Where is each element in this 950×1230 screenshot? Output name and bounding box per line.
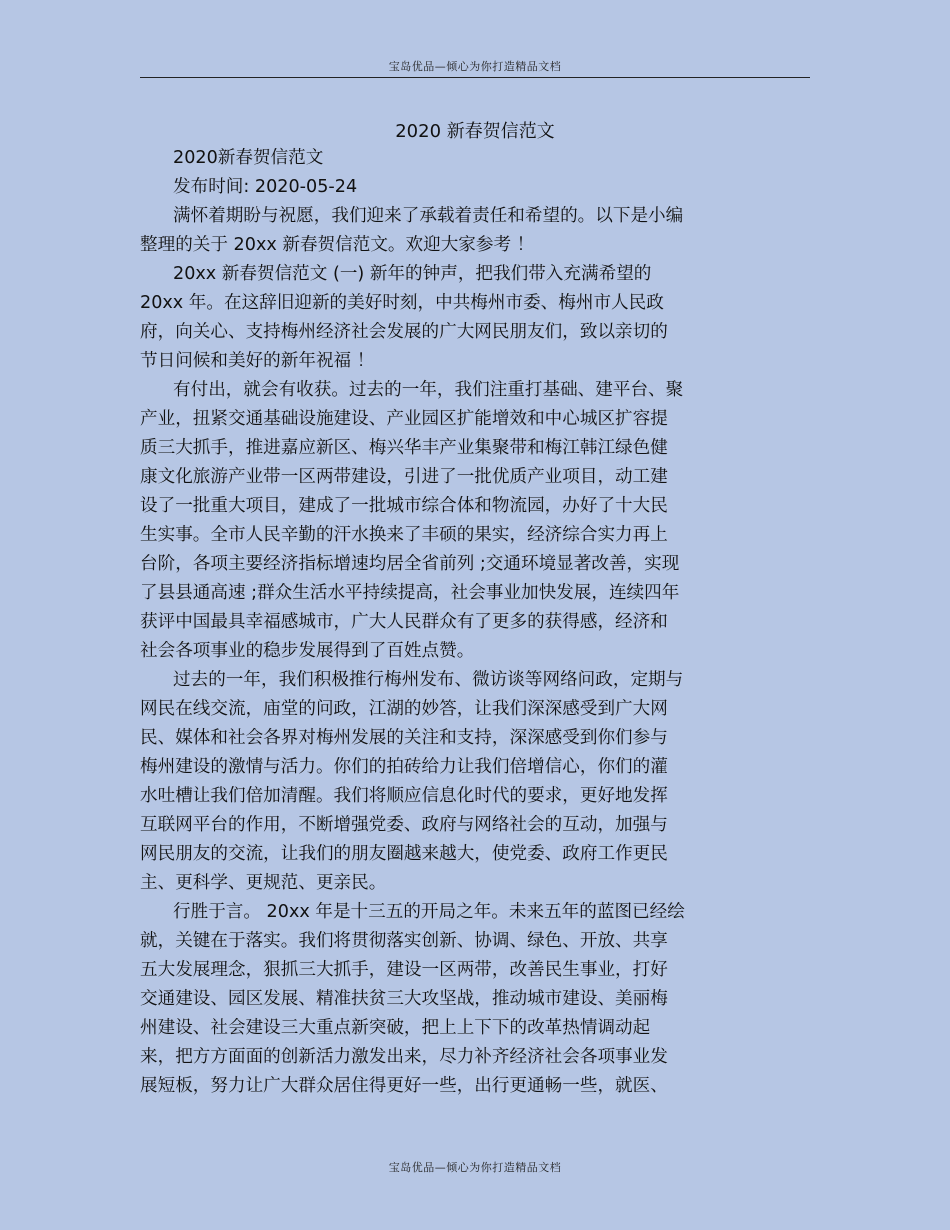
text-line: 行胜于言。 20xx 年是十三五的开局之年。未来五年的蓝图已经绘 (173, 902, 685, 922)
text-line: 设了一批重大项目，建成了一批城市综合体和物流园，办好了十大民 (140, 496, 668, 516)
text-line: 节日问候和美好的新年祝福 ！ (140, 351, 375, 371)
document-body (140, 144, 765, 1101)
page-footer: 宝岛优品—倾心为你打造精品文档 (388, 1161, 562, 1174)
text-line: 主、更科学、更规范、更亲民。 (140, 873, 387, 893)
page-header: 宝岛优品—倾心为你打造精品文档 (388, 60, 562, 73)
text-line: 满怀着期盼与祝愿，我们迎来了承载着责任和希望的。以下是小编 (173, 206, 684, 226)
text-line: 台阶，各项主要经济指标增速均居全省前列 ;交通环境显著改善，实现 (140, 554, 680, 574)
text-line: 康文化旅游产业带一区两带建设，引进了一批优质产业项目，动工建 (140, 467, 668, 487)
text-line: 交通建设、园区发展、精准扶贫三大攻坚战，推动城市建设、美丽梅 (140, 989, 668, 1009)
text-line: 生实事。全市人民辛勤的汗水换来了丰硕的果实，经济综合实力再上 (140, 525, 668, 545)
text-line: 2020新春贺信范文 (173, 148, 324, 168)
text-line: 来，把方方面面的创新活力激发出来，尽力补齐经济社会各项事业发 (140, 1047, 668, 1067)
text-line: 社会各项事业的稳步发展得到了百姓点赞。 (140, 641, 475, 661)
text-line: 网民朋友的交流，让我们的朋友圈越来越大，使党委、政府工作更民 (140, 844, 668, 864)
text-line: 州建设、社会建设三大重点新突破，把上上下下的改革热情调动起 (140, 1018, 651, 1038)
text-line: 20xx 新春贺信范文 (一) 新年的钟声，把我们带入充满希望的 (173, 264, 652, 284)
text-line: 有付出，就会有收获。过去的一年，我们注重打基础、建平台、聚 (173, 380, 684, 400)
text-line: 发布时间: 2020-05-24 (173, 177, 358, 197)
text-line: 产业，扭紧交通基础设施建设、产业园区扩能增效和中心城区扩容提 (140, 409, 668, 429)
header-divider (140, 77, 810, 78)
text-line: 五大发展理念，狠抓三大抓手，建设一区两带，改善民生事业，打好 (140, 960, 668, 980)
text-line: 互联网平台的作用，不断增强党委、政府与网络社会的互动，加强与 (140, 815, 668, 835)
text-line: 了县县通高速 ;群众生活水平持续提高，社会事业加快发展，连续四年 (140, 583, 680, 603)
text-line: 梅州建设的激情与活力。你们的拍砖给力让我们倍增信心，你们的灌 (140, 757, 668, 777)
text-line: 获评中国最具幸福感城市，广大人民群众有了更多的获得感，经济和 (140, 612, 668, 632)
text-line: 水吐槽让我们倍加清醒。我们将顺应信息化时代的要求，更好地发挥 (140, 786, 668, 806)
text-line: 20xx 年。在这辞旧迎新的美好时刻，中共梅州市委、梅州市人民政 (140, 293, 664, 313)
text-line: 质三大抓手，推进嘉应新区、梅兴华丰产业集聚带和梅江韩江绿色健 (140, 438, 668, 458)
text-line: 整理的关于 20xx 新春贺信范文。欢迎大家参考 ！ (140, 235, 535, 255)
text-line: 过去的一年，我们积极推行梅州发布、微访谈等网络问政，定期与 (173, 670, 684, 690)
text-line: 就，关键在于落实。我们将贯彻落实创新、协调、绿色、开放、共享 (140, 931, 668, 951)
text-line: 网民在线交流，庙堂的问政，江湖的妙答，让我们深深感受到广大网 (140, 699, 668, 719)
text-line: 民、媒体和社会各界对梅州发展的关注和支持，深深感受到你们参与 (140, 728, 668, 748)
text-line: 展短板，努力让广大群众居住得更好一些，出行更通畅一些，就医、 (140, 1076, 668, 1096)
text-line: 府，向关心、支持梅州经济社会发展的广大网民朋友们，致以亲切的 (140, 322, 668, 342)
document-title: 2020 新春贺信范文 (395, 121, 555, 142)
